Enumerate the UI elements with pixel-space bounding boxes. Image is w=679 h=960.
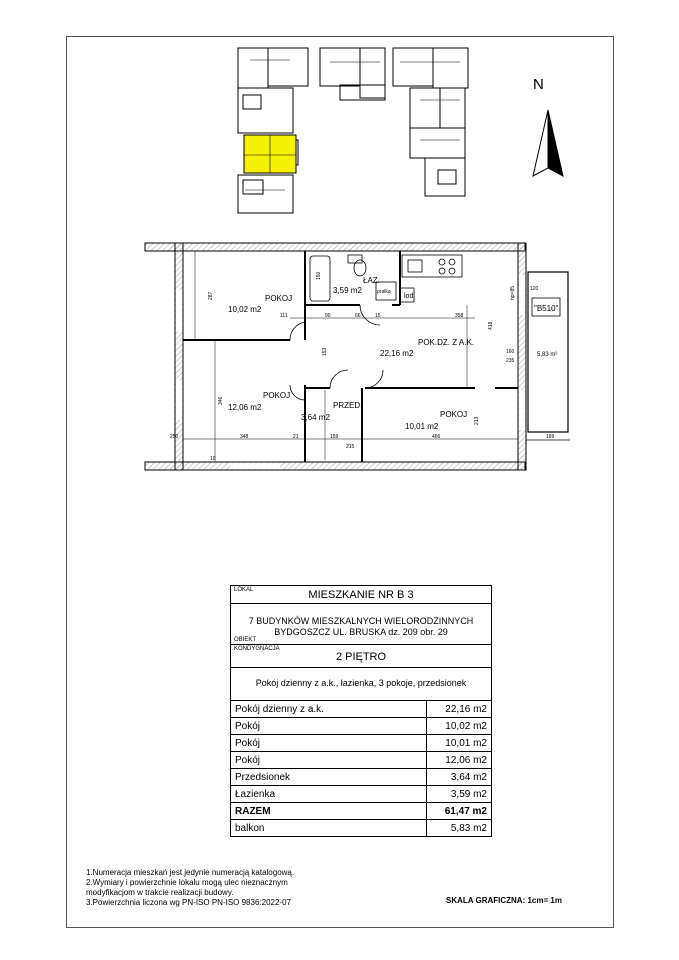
room-area: 3,64 m2 (301, 413, 330, 422)
obiekt-label: OBIEKT (234, 637, 257, 643)
area-cell: 3,64 m2 (427, 769, 492, 786)
room-cell: Pokój (231, 718, 427, 735)
room-cell: Przedsionek (231, 769, 427, 786)
balcony-area: 5,83 m² (537, 352, 558, 358)
area-cell: 10,01 m2 (427, 735, 492, 752)
apartment-title: MIESZKANIE NR B 3 (308, 589, 414, 601)
table-row (231, 752, 491, 769)
area-cell: 12,06 m2 (427, 752, 492, 769)
scale-label: SKALA GRAFICZNA: 1cm= 1m (446, 896, 562, 905)
fixture-label: lod (404, 293, 414, 300)
apartment-info-box (230, 585, 492, 837)
dim-label: 235 (506, 358, 515, 364)
room-name: POKOJ (263, 391, 291, 400)
room-area: 10,01 m2 (405, 422, 439, 431)
dim-label: 169 (546, 434, 555, 440)
dim-label: 466 (432, 434, 441, 440)
apartment-description: Pokój dzienny z a.k., łazienka, 3 pokoje, przedsionek (255, 678, 467, 688)
room-name: PRZED. (333, 401, 363, 410)
dim-label: 120 (530, 286, 539, 292)
table-row (231, 701, 491, 718)
north-label: N (533, 76, 544, 93)
dim-label: 66 (355, 313, 361, 319)
area-table (231, 701, 491, 836)
area-cell: 3,59 m2 (427, 786, 492, 803)
dim-label: 348 (240, 434, 249, 440)
room-cell: Łazienka (231, 786, 427, 803)
dim-label: 111 (280, 313, 288, 319)
note-line: 2.Wymiary i powierzchnie lokalu mogą ulec nieznacznym (86, 878, 288, 887)
total-row (231, 803, 491, 820)
note-line: 3.Powierzchnia liczona wg PN-ISO PN-ISO 9836:2022-07 (86, 898, 291, 907)
dim-label: 215 (346, 444, 355, 450)
area-cell: 10,02 m2 (427, 718, 492, 735)
dim-label: 159 (330, 434, 339, 440)
lokal-label: LOKAL (234, 587, 254, 593)
room-name: POK.DZ. Z A.K. (418, 338, 475, 347)
note-line: 1.Numeracja mieszkań jest jedynie numeracją katalogową. (86, 868, 295, 877)
dim-label: 346 (218, 396, 224, 405)
table-row (231, 735, 491, 752)
dim-label: 250 (170, 434, 179, 440)
dim-label: hp=85 (510, 285, 516, 300)
room-area: 3,59 m2 (333, 286, 362, 295)
object-line-2: BYDGOSZCZ UL. BRUSKA dz. 209 obr. 29 (274, 627, 448, 637)
room-cell: Pokój (231, 735, 427, 752)
dim-label: 153 (322, 347, 328, 356)
table-row (231, 786, 491, 803)
room-cell: Pokój dzienny z a.k. (231, 701, 427, 718)
area-cell: 22,16 m2 (427, 701, 492, 718)
room-area: 12,06 m2 (228, 403, 262, 412)
dim-label: 358 (455, 313, 464, 319)
kondygnacja-label: KONDYGNACJA (234, 646, 280, 652)
dim-label: 21 (293, 434, 299, 440)
fixture-label: pralka (377, 289, 391, 295)
dim-label: 150 (316, 271, 322, 280)
room-name: POKOJ (265, 294, 293, 303)
floor-value: 2 PIĘTRO (335, 651, 387, 663)
dim-label: 10 (210, 456, 216, 462)
room-cell: RAZEM (231, 803, 427, 820)
dim-label: 15 (375, 313, 381, 319)
dim-label: 90 (325, 313, 331, 319)
dim-label: 160 (506, 349, 515, 355)
area-cell: 61,47 m2 (427, 803, 492, 820)
footnotes (86, 868, 294, 908)
room-cell: balkon (235, 822, 265, 834)
room-name: POKOJ (440, 410, 468, 419)
dim-label: 418 (488, 321, 494, 330)
dim-label: 287 (208, 291, 214, 300)
room-area: 10,02 m2 (228, 305, 262, 314)
table-row (231, 718, 491, 735)
table-row (231, 769, 491, 786)
table-row (231, 820, 491, 837)
object-line-1: 7 BUDYNKÓW MIESZKALNYCH WIELORODZINNYCH (248, 616, 474, 626)
note-line: modyfikacjom w trakcie realizacji budowy. (86, 888, 234, 897)
dim-label: 213 (474, 416, 480, 425)
room-area: 22,16 m2 (380, 349, 414, 358)
room-cell: Pokój (231, 752, 427, 769)
area-cell: 5,83 m2 (427, 820, 492, 837)
room-name: ŁAZ. (363, 276, 380, 285)
balcony-tag: "B510" (534, 304, 559, 313)
